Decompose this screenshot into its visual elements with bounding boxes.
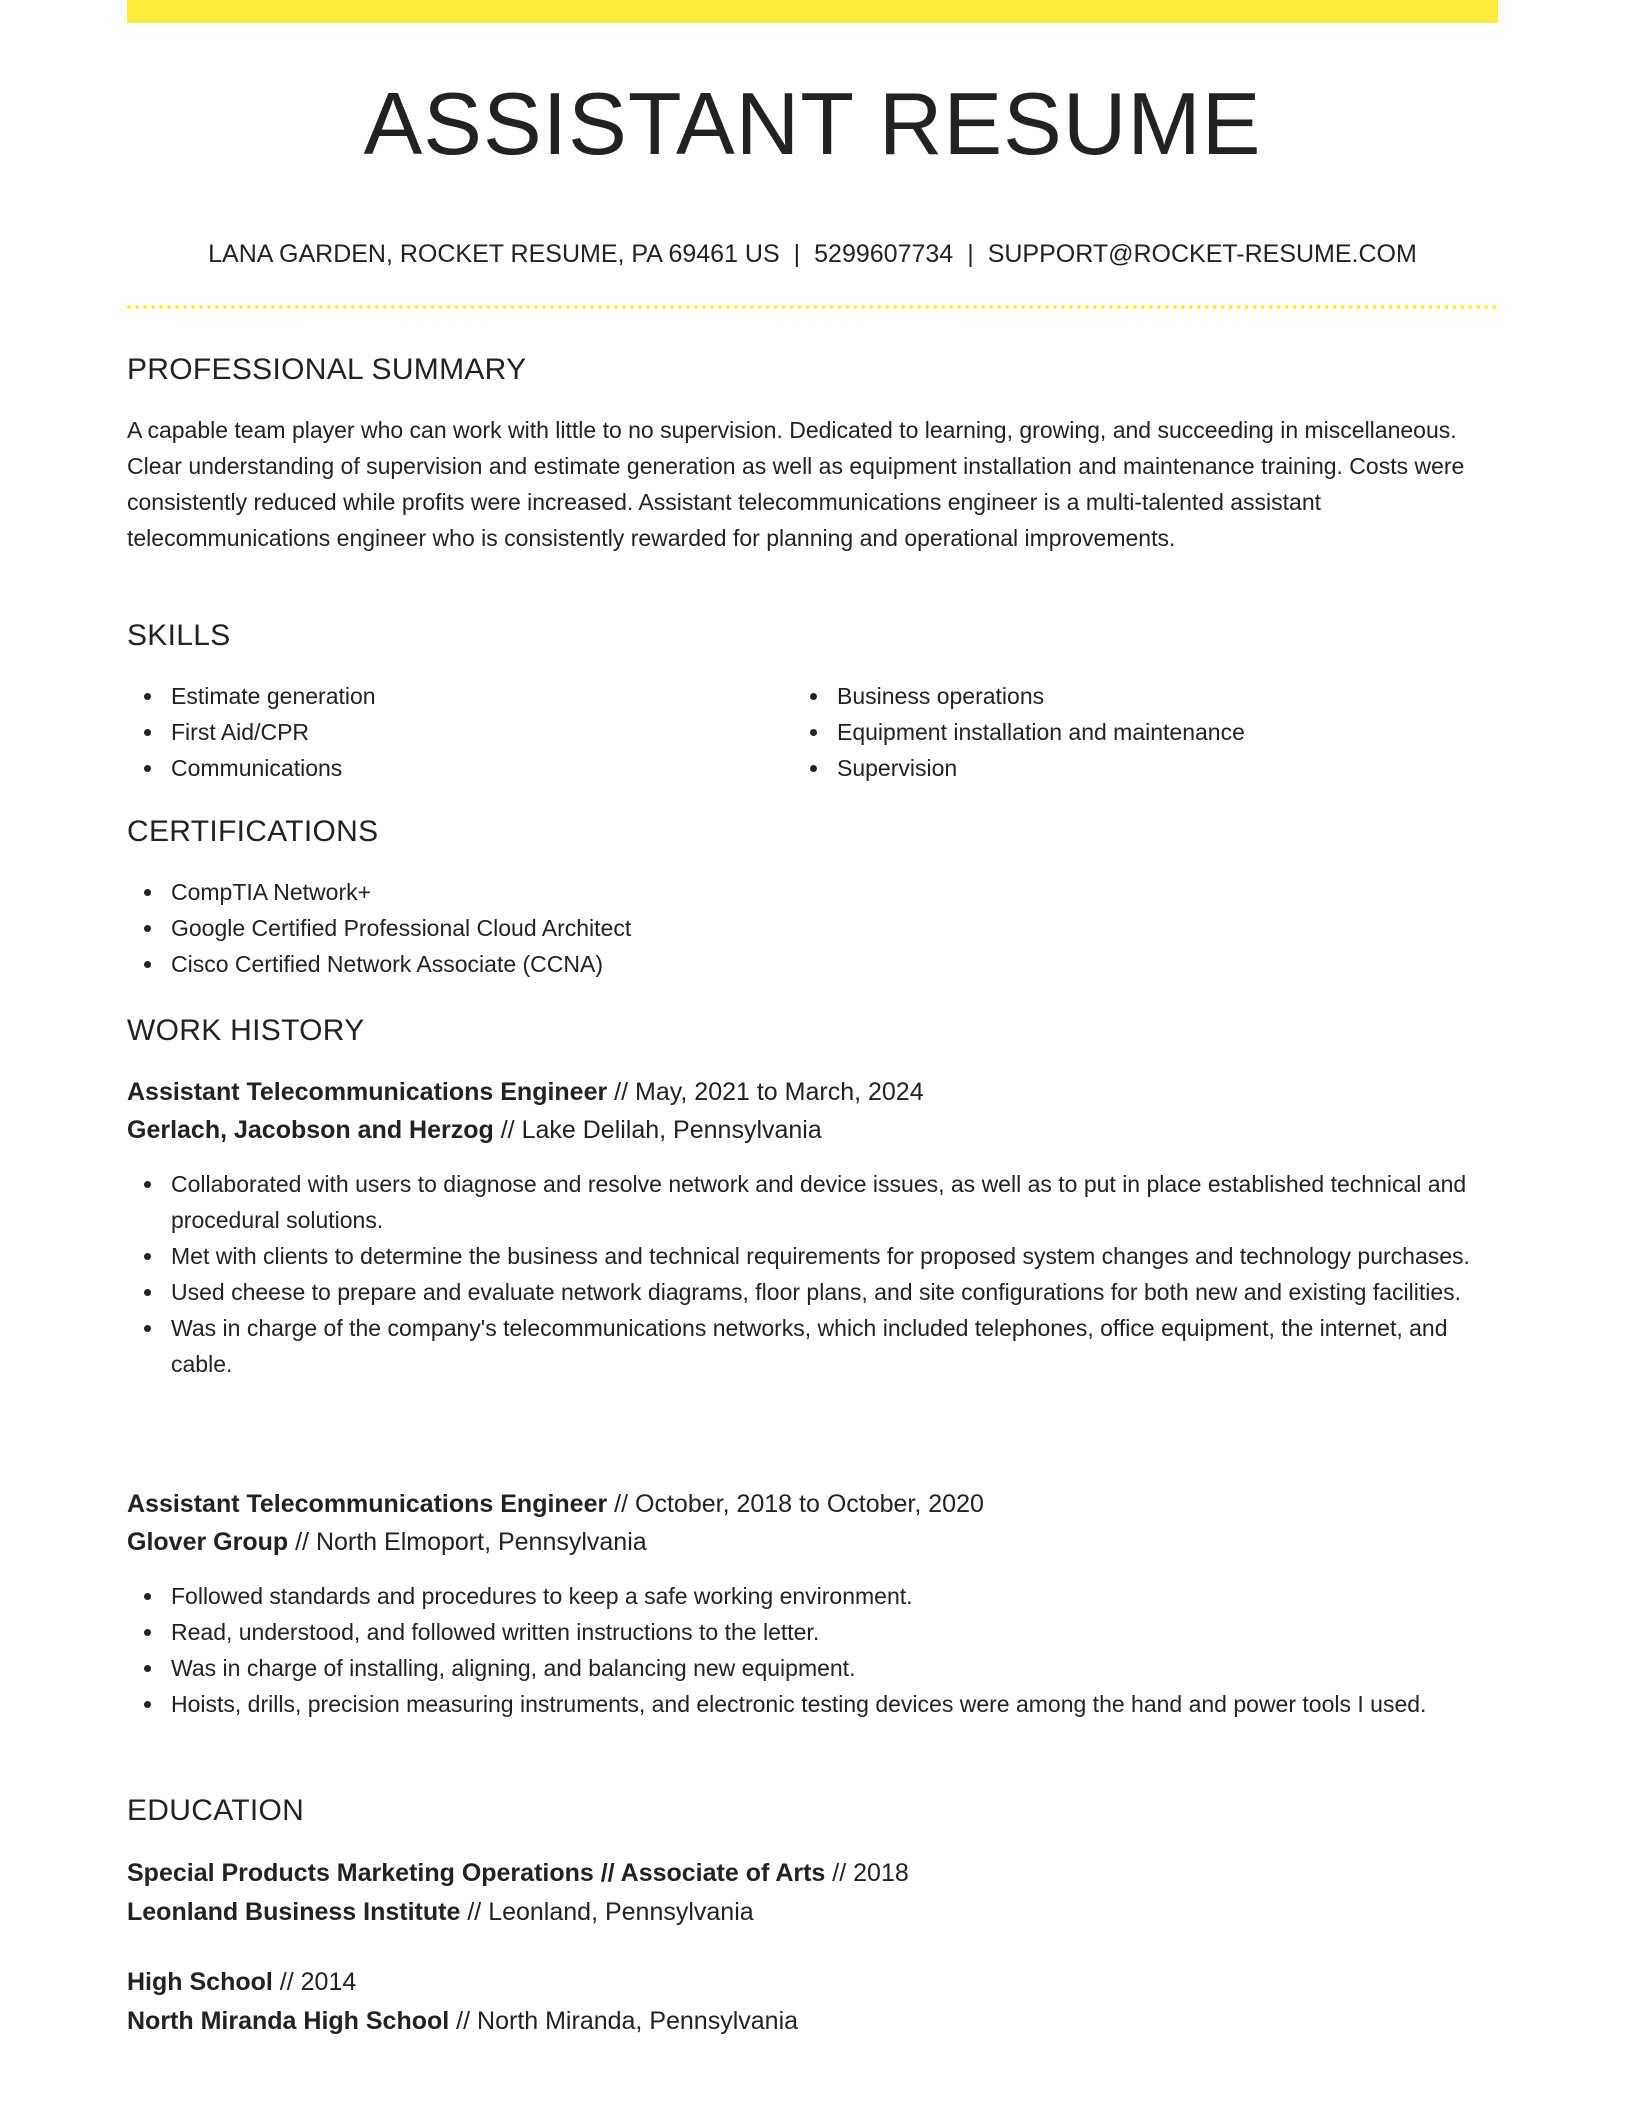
contact-address: LANA GARDEN, ROCKET RESUME, PA 69461 US <box>208 240 780 268</box>
job-bullets <box>127 1166 1498 1382</box>
education-location: North Miranda, Pennsylvania <box>477 2007 799 2035</box>
delimiter: // <box>614 1490 629 1518</box>
certification-item: CompTIA Network+ <box>127 874 1498 910</box>
skill-item: Communications <box>127 750 787 786</box>
job-location: North Elmoport, Pennsylvania <box>315 1528 647 1556</box>
skills-list-right <box>793 678 1493 786</box>
job-company: Gerlach, Jacobson and Herzog <box>127 1116 494 1144</box>
skill-item: Estimate generation <box>127 678 787 714</box>
education-school-line <box>127 1893 754 1931</box>
resume-title: ASSISTANT RESUME <box>363 74 1262 173</box>
job-bullets <box>127 1578 1498 1722</box>
delimiter: // <box>614 1078 629 1106</box>
education-year: 2014 <box>300 1968 357 1996</box>
contact-line <box>127 239 1498 269</box>
contact-separator: | <box>967 240 974 268</box>
summary-heading: PROFESSIONAL SUMMARY <box>127 353 527 386</box>
education-school: North Miranda High School <box>127 2007 450 2035</box>
skill-item: Business operations <box>793 678 1493 714</box>
job-company-line <box>127 1111 822 1149</box>
skill-item: Equipment installation and maintenance <box>793 714 1493 750</box>
work-history-heading: WORK HISTORY <box>127 1014 365 1047</box>
job-bullet: Hoists, drills, precision measuring instruments, and electronic testing devices were among the hand and power tools I used. <box>127 1686 1498 1722</box>
job-title: Assistant Telecommunications Engineer <box>127 1490 608 1518</box>
education-degree-line <box>127 1854 909 1892</box>
job-bullet: Was in charge of the company's telecommunications networks, which included telephones, office equipment, the internet, and cable. <box>127 1310 1498 1382</box>
job-location: Lake Delilah, Pennsylvania <box>521 1116 822 1144</box>
contact-email: SUPPORT@ROCKET-RESUME.COM <box>987 240 1417 268</box>
delimiter: // <box>467 1898 482 1926</box>
top-accent-bar <box>127 0 1498 23</box>
certification-item: Cisco Certified Network Associate (CCNA) <box>127 946 1498 982</box>
skills-list-left <box>127 678 787 786</box>
dotted-divider <box>127 305 1498 309</box>
summary-text: A capable team player who can work with little to no supervision. Dedicated to learning, growing, and succeeding in miscellaneous. Clear understanding of supervision and estimate generation as well as equipment installation and maintenance training. Costs were consistently reduced while profits were increased. Assistant telecommunications engineer is a multi-talented assistant telecommunications engineer who is consistently rewarded for planning and operational improvements. <box>127 417 1465 551</box>
skill-item: First Aid/CPR <box>127 714 787 750</box>
contact-separator: | <box>793 240 801 268</box>
delimiter: // <box>832 1859 847 1887</box>
job-bullet: Was in charge of installing, aligning, and balancing new equipment. <box>127 1650 1498 1686</box>
job-company-line <box>127 1523 647 1561</box>
contact-phone: 5299607734 <box>814 240 954 268</box>
job-title: Assistant Telecommunications Engineer <box>127 1078 608 1106</box>
job-dates: May, 2021 to March, 2024 <box>635 1078 924 1106</box>
job-bullet: Read, understood, and followed written instructions to the letter. <box>127 1614 1498 1650</box>
certifications-heading: CERTIFICATIONS <box>127 815 379 848</box>
job-bullet: Met with clients to determine the business and technical requirements for proposed system changes and technology purchases. <box>127 1238 1498 1274</box>
education-school: Leonland Business Institute <box>127 1898 461 1926</box>
job-dates: October, 2018 to October, 2020 <box>635 1490 984 1518</box>
job-title-line <box>127 1073 924 1111</box>
education-location: Leonland, Pennsylvania <box>488 1898 754 1926</box>
job-bullet: Followed standards and procedures to keep a safe working environment. <box>127 1578 1498 1614</box>
education-school-line <box>127 2002 798 2040</box>
certifications-list <box>127 874 1498 982</box>
certification-item: Google Certified Professional Cloud Architect <box>127 910 1498 946</box>
delimiter: // <box>295 1528 309 1556</box>
skills-heading: SKILLS <box>127 619 231 652</box>
job-bullet: Collaborated with users to diagnose and resolve network and device issues, as well as to put in place established technical and procedural solutions. <box>127 1166 1498 1238</box>
job-bullet: Used cheese to prepare and evaluate network diagrams, floor plans, and site configurations for both new and existing facilities. <box>127 1274 1498 1310</box>
delimiter: // <box>279 1968 294 1996</box>
education-year: 2018 <box>853 1859 909 1887</box>
education-degree: High School <box>127 1968 273 1996</box>
education-degree: Special Products Marketing Operations // Associate of Arts <box>127 1859 826 1887</box>
job-company: Glover Group <box>127 1528 289 1556</box>
skill-item: Supervision <box>793 750 1493 786</box>
delimiter: // <box>456 2007 471 2035</box>
education-heading: EDUCATION <box>127 1794 305 1827</box>
job-title-line <box>127 1485 984 1523</box>
education-degree-line <box>127 1963 356 2001</box>
delimiter: // <box>500 1116 515 1144</box>
